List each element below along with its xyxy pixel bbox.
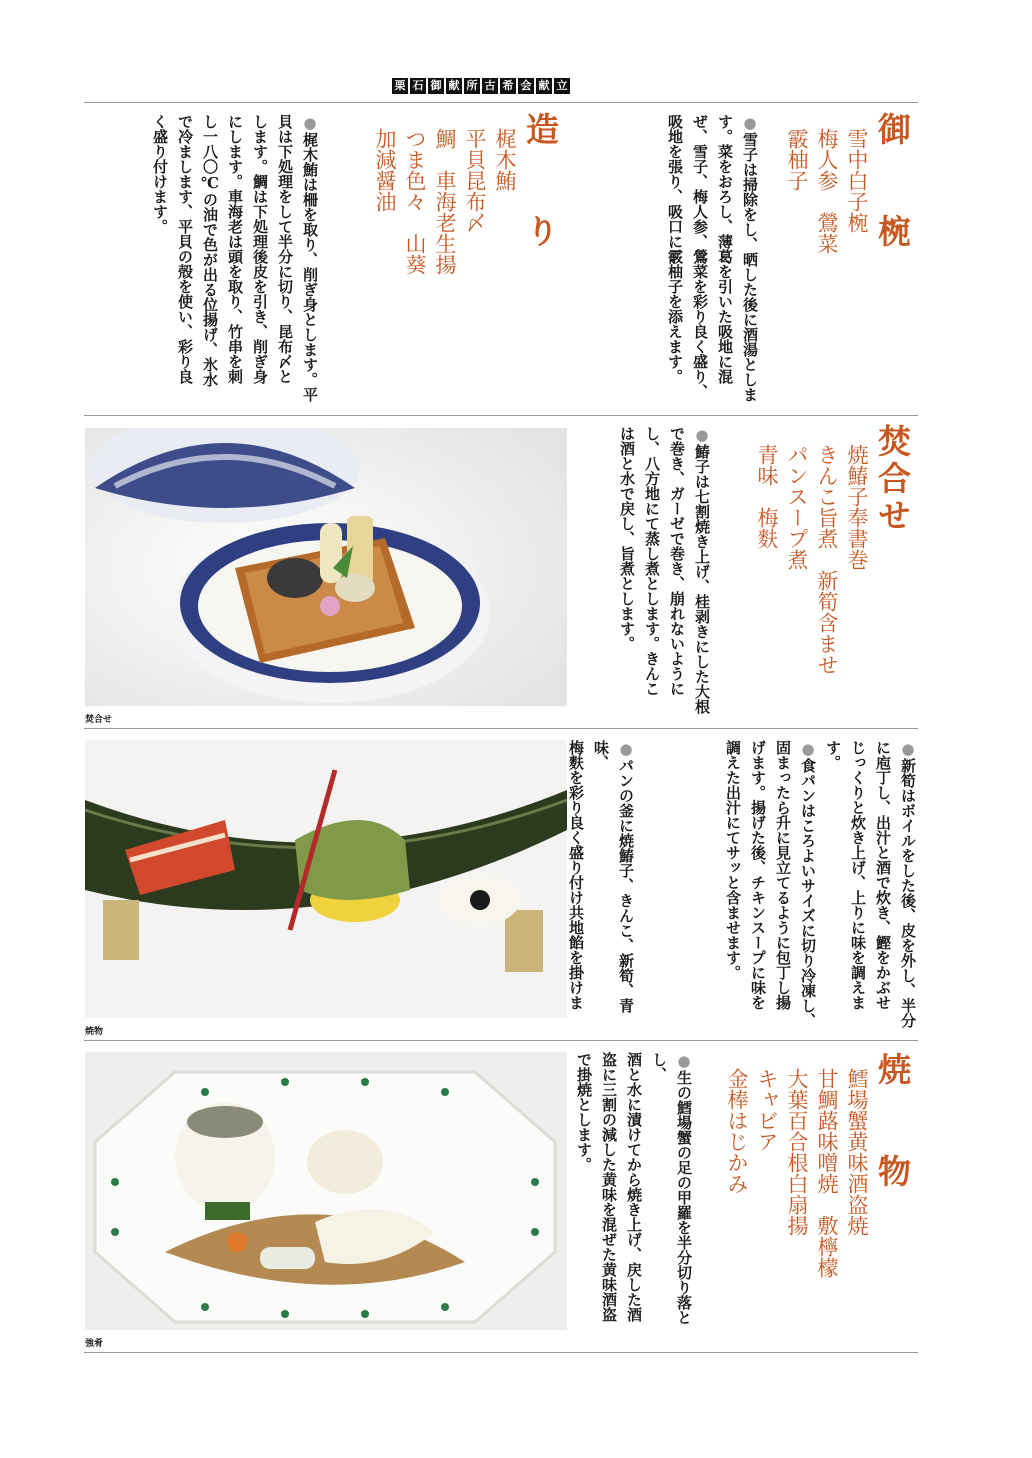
takiawase-description: ●鰆子は七割焼き上げ、桂剥きにした大根 で巻き、ガーゼで巻き、崩れないように し、八方地にて蒸し煮とします。きんこ は酒と水で戻し、旨煮とします。 [618,426,711,714]
bullet-icon: ● [617,740,635,758]
dish-item: 梶木鮪 [493,128,517,191]
tsukuri-dishes [370,128,520,388]
header-char: 献 [536,78,552,94]
dish-item: 青味 梅麩 [755,444,779,549]
dish-item: きんこ旨煮 新筍含ませ [815,444,839,675]
owan-description: ●雪子は掃除をし、晒した後に酒湯としま す。菜をおろし、薄葛を引いた吸地に混 ぜ、雪子、梅人参、鶯菜を彩り良く盛り、 吸地を張り、吸口に霰柚子を添えます。 [666,114,759,402]
takiawase-dishes [752,444,872,714]
photo-caption: 焚合せ [85,715,113,725]
bullet-icon: ● [799,740,817,758]
tsukuri-description: ●梶木鮪は柵を取り、削ぎ身とします。平 貝は下処理をして半分に切り、昆布〆と します。鯛は下処理後皮を引き、削ぎ身 にします。車海老は頭を取り、竹串を刺 し一八〇℃の油で色が出る位揚げ、氷水 で冷まします、平貝の殻を使い、彩り良 く盛り付けます。 [151,114,319,402]
bullet-icon: ● [675,1052,693,1070]
header-char: 希 [500,78,516,94]
section-title-owan: 御 椀 [873,112,912,265]
photo-tsuyozakana [85,1052,567,1330]
header-char: 古 [482,78,498,94]
rule-3 [84,1040,918,1041]
rule-top [84,102,918,103]
bullet-icon: ● [301,114,319,132]
header-char: 栗 [392,78,408,94]
dish-item: キャビア [755,1068,779,1152]
rule-1 [84,415,918,416]
yakimono-description: ●生の鱈場蟹の足の甲羅を半分切り落とし、 酒と水に漬けてから焼き上げ、戻した酒 盗に三割の減した黄味を混ぜた黄味酒盗 で掛焼とします。 [575,1052,693,1325]
header-char: 石 [410,78,426,94]
bullet-icon: ● [899,740,917,758]
section-title-takiawase: 焚合せ [873,424,912,535]
photo-caption: 焼物 [85,1027,104,1037]
dish-item: 平貝昆布〆 [463,128,487,233]
header-char: 立 [554,78,570,94]
photo-yakimono [85,740,567,1018]
dish-item: 雪中白子椀 [845,128,869,233]
dish-item: 甘鯛蕗味噌焼 敷檸檬 [815,1068,839,1278]
dish-item: 梅人参 鶯菜 [815,128,839,254]
section-title-yakimono: 焼 物 [873,1052,912,1205]
photo-takiawase [85,428,567,706]
photo-caption: 強肴 [85,1339,104,1349]
dish-item: 鱈場蟹黄味酒盗焼 [845,1068,869,1236]
dish-item: パンスープ煮 [785,444,809,570]
page-header [392,78,570,94]
dish-item: 金棒はじかみ [725,1068,749,1194]
bullet-icon: ● [741,114,759,132]
header-char: 御 [428,78,444,94]
header-char: 献 [446,78,462,94]
rule-2 [84,728,918,729]
header-char: 所 [464,78,480,94]
dish-item: 霰柚子 [785,128,809,191]
rule-bottom [84,1352,918,1353]
yakimono-dishes [722,1068,872,1348]
plating-description: ●パンの釜に焼鰆子、きんこ、新筍、青味、 梅麩を彩り良く盛り付け共地餡を掛けま [567,740,635,1013]
bread-description: ●食パンはころよいサイズに切り冷凍し、 固まったら升に見立てるように包丁し揚 げます。揚げた後、チキンスープに味を 調えた出汁にてサッと含ませます。 [724,740,817,1028]
bullet-icon: ● [693,426,711,444]
dish-item: 加減醤油 [373,128,397,212]
dish-item: 焼鰆子奉書巻 [845,444,869,570]
owan-dishes [782,128,872,388]
dish-item: つま色々 山葵 [403,128,427,275]
dish-item: 鯛 車海老生揚 [433,128,457,275]
section-title-tsukuri: 造 り [521,112,560,265]
dish-item: 大葉百合根白扇揚 [785,1068,809,1236]
shinjun-description: ●新筍はボイルをした後、皮を外し、半分 に庖丁し、出汁と酒で炊き、鰹をかぶせ じっくりと炊き上げ、上りに味を調えます。 [824,740,917,1028]
header-char: 会 [518,78,534,94]
